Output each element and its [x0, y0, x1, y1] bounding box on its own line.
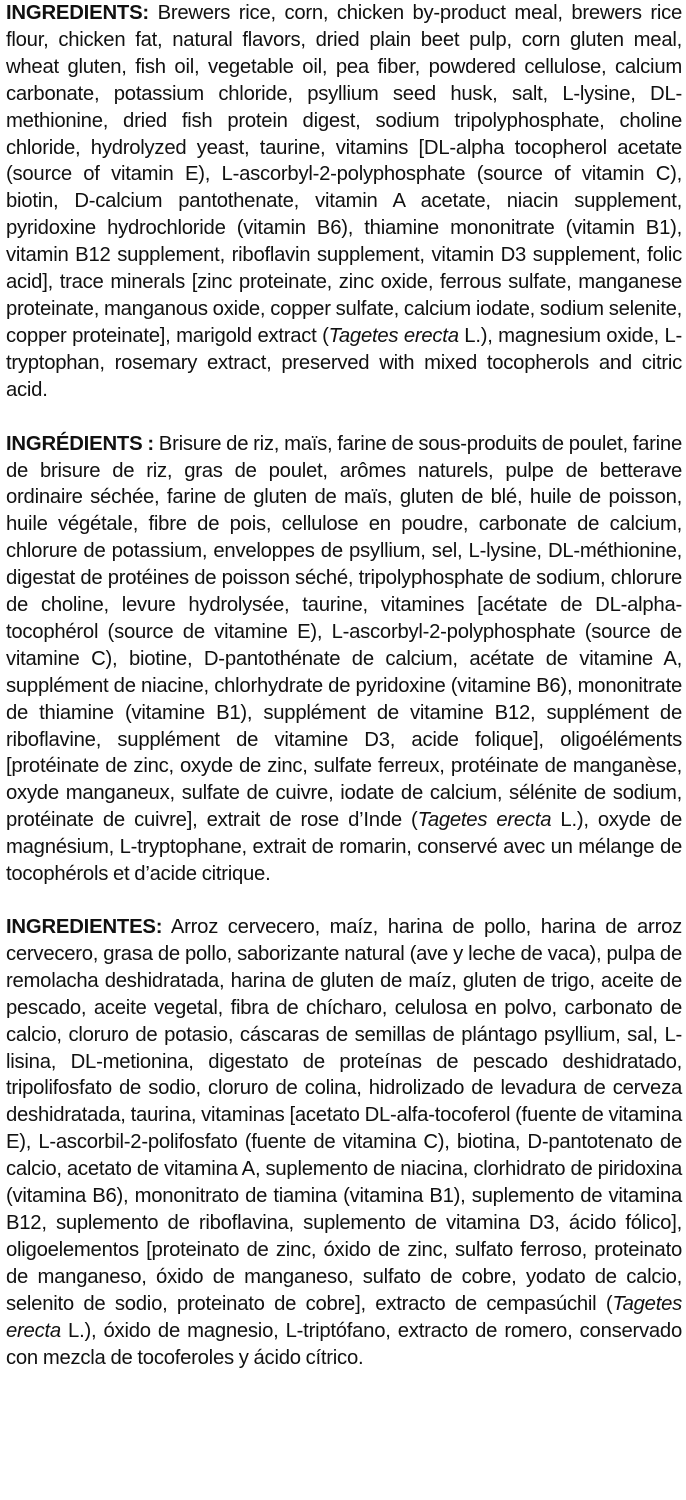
ingredients-spanish — [6, 914, 682, 1371]
ingredients-label — [6, 0, 682, 1371]
ingredients-text-spanish-part1: Arroz cervecero, maíz, harina de pollo, harina de arroz cervecero, grasa de pollo, saborizante natural (ave y leche de vaca), pulpa de remolacha deshidratada, harina de gluten de maíz, gluten de trigo, aceite de pescado, aceite vegetal, fibra de chícharo, celulosa en polvo, carbonato de calcio, cloruro de potasio, cáscaras de semillas de plántago psyllium, sal, L-lisina, DL-metionina, digestato de proteínas de pescado deshidratado, tripolifosfato de sodio, cloruro de colina, hidrolizado de levadura de cerveza deshidratada, taurina, vitaminas [acetato DL-alfa-tocoferol (fuente de vitamina E), L-ascorbil-2-polifosfato (fuente de vitamina C), biotina, D-pantotenato de calcio, acetato de vitamina A, suplemento de niacina, clorhidrato de piridoxina (vitamina B6), mononitrato de tiamina (vitamina B1), suplemento de vitamina B12, suplemento de riboflavina, suplemento de vitamina D3, ácido fólico], oligoelementos [proteinato de zinc, óxido de zinc, sulfato ferroso, proteinato de manganeso, óxido de manganeso, sulfato de cobre, yodato de calcio, selenito de sodio, proteinato de cobre], extracto de cempasúchil ( — [6, 916, 682, 1315]
ingredients-text-english-part1: Brewers rice, corn, chicken by-product meal, brewers rice flour, chicken fat, natural flavors, dried plain beet pulp, corn gluten meal, wheat gluten, fish oil, vegetable oil, pea fiber, powdered cellulose, calcium carbonate, potassium chloride, psyllium seed husk, salt, L-lysine, DL-methionine, dried fish protein digest, sodium tripolyphosphate, choline chloride, hydrolyzed yeast, taurine, vitamins [DL-alpha tocopherol acetate (source of vitamin E), L-ascorbyl-2-polyphosphate (source of vitamin C), biotin, D-calcium pantothenate, vitamin A acetate, niacin supplement, pyridoxine hydrochloride (vitamin B6), thiamine mononitrate (vitamin B1), vitamin B12 supplement, riboflavin supplement, vitamin D3 supplement, folic acid], trace minerals [zinc proteinate, zinc oxide, ferrous sulfate, manganese proteinate, manganous oxide, copper sulfate, calcium iodate, sodium selenite, copper proteinate], marigold extract ( — [6, 2, 682, 347]
ingredients-french — [6, 431, 682, 888]
ingredients-text-french-part1: Brisure de riz, maïs, farine de sous-produits de poulet, farine de brisure de riz, gras de poulet, arômes naturels, pulpe de betterave ordinaire séchée, farine de gluten de maïs, gluten de blé, huile de poisson, huile végétale, fibre de pois, cellulose en poudre, carbonate de calcium, chlorure de potassium, enveloppes de psyllium, sel, L-lysine, DL-méthionine, digestat de protéines de poisson séché, tripolyphosphate de sodium, chlorure de choline, levure hydrolysée, taurine, vitamines [acétate de DL-alpha-tocophérol (source de vitamine E), L-ascorbyl-2-polyphosphate (source de vitamine C), biotine, D-pantothénate de calcium, acétate de vitamine A, supplément de niacine, chlorhydrate de pyridoxine (vitamine B6), mononitrate de thiamine (vitamine B1), supplément de vitamine B12, supplément de riboflavine, supplément de vitamine D3, acide folique], oligoéléments [protéinate de zinc, oxyde de zinc, sulfate ferreux, protéinate de manganèse, oxyde manganeux, sulfate de cuivre, iodate de calcium, sélénite de sodium, protéinate de cuivre], extrait de rose d’Inde ( — [6, 432, 682, 832]
latin-name-french: Tagetes erecta — [417, 809, 552, 832]
ingredients-english — [6, 0, 682, 404]
ingredients-heading-spanish: INGREDIENTES: — [6, 916, 163, 938]
ingredients-text-french-part2: L.), oxyde de magnésium, L-tryptophane, extrait de romarin, conservé avec un mélange de tocophérols et d’acide citrique. — [6, 809, 682, 886]
ingredients-text-spanish-part2: L.), óxido de magnesio, L-triptófano, extracto de romero, conservado con mezcla de tocoferoles y ácido cítrico. — [6, 1319, 682, 1369]
ingredients-heading-english: INGREDIENTS: — [6, 2, 149, 24]
latin-name-spanish: Tagetes erecta — [6, 1292, 682, 1342]
latin-name-english: Tagetes erecta — [328, 324, 459, 347]
ingredients-heading-french: INGRÉDIENTS : — [6, 432, 154, 455]
ingredients-text-english-part2: L.), magnesium oxide, L-tryptophan, rosemary extract, preserved with mixed tocopherols and citric acid. — [6, 324, 683, 401]
